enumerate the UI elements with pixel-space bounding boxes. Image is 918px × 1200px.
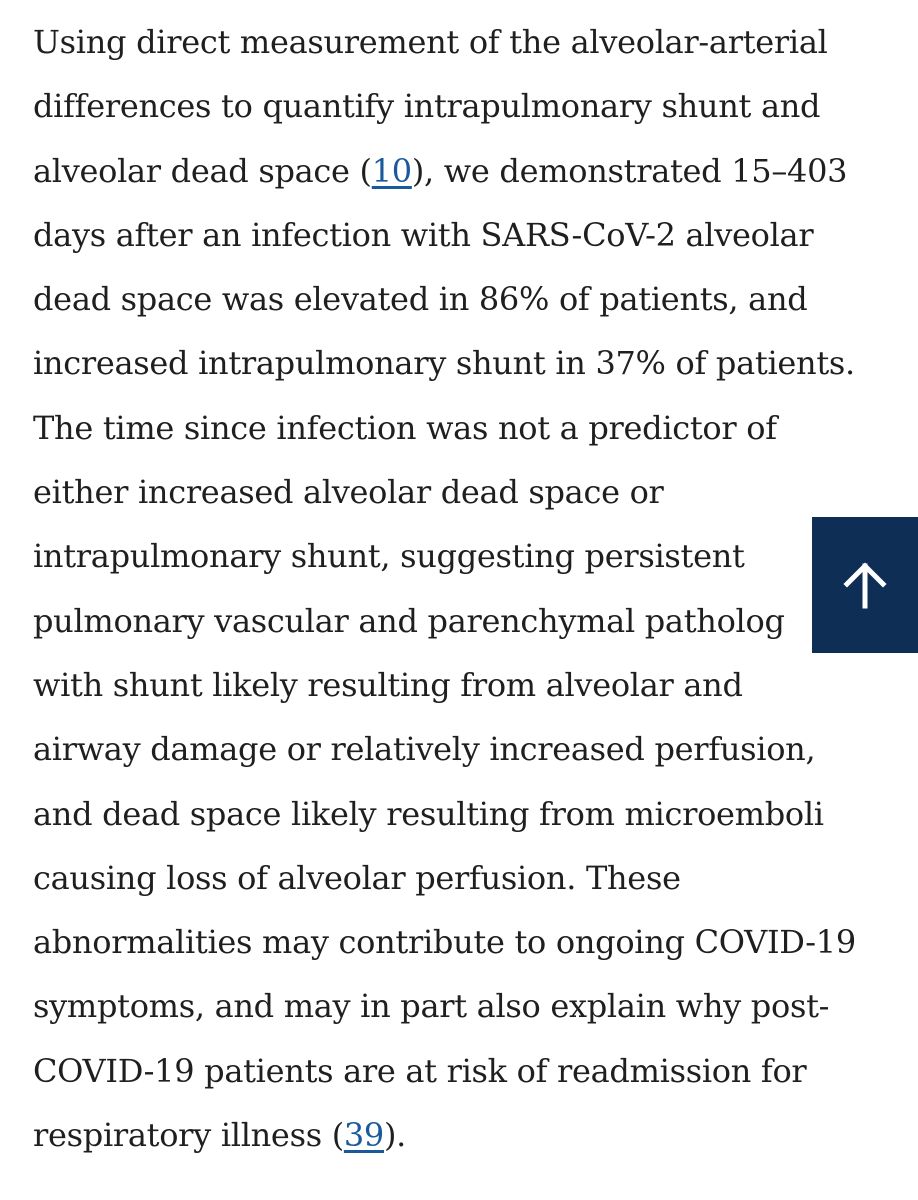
arrow-up-icon	[840, 560, 890, 610]
text-line: with shunt likely resulting from alveolar and	[33, 665, 743, 704]
text-line: either increased alveolar dead space or	[33, 473, 664, 512]
text-line: days after an infection with SARS-CoV-2 alveolar	[33, 215, 814, 254]
text-segment: respiratory illness (	[33, 1116, 344, 1155]
back-to-top-button[interactable]	[812, 517, 918, 653]
text-line: COVID-19 patients are at risk of readmission for	[33, 1051, 807, 1090]
citation-link-10[interactable]: 10	[371, 151, 412, 190]
text-segment: ), we demonstrated 15–403	[411, 151, 848, 190]
text-line: The time since infection was not a predictor of	[33, 408, 777, 447]
text-line: airway damage or relatively increased perfusion,	[33, 730, 816, 769]
text-line: symptoms, and may in part also explain why post-	[33, 987, 830, 1026]
text-line: pulmonary vascular and parenchymal patholog	[33, 601, 785, 640]
text-line: dead space was elevated in 86% of patients, and	[33, 280, 808, 319]
text-line	[33, 1103, 903, 1167]
paragraph	[33, 10, 903, 1167]
text-line: differences to quantify intrapulmonary shunt and	[33, 87, 821, 126]
text-line	[33, 139, 903, 203]
text-segment: ).	[384, 1116, 407, 1155]
text-line: intrapulmonary shunt, suggesting persistent	[33, 537, 745, 576]
text-line: and dead space likely resulting from microemboli	[33, 794, 824, 833]
text-line: causing loss of alveolar perfusion. These	[33, 858, 681, 897]
text-line: increased intrapulmonary shunt in 37% of patients.	[33, 344, 855, 383]
citation-link-39[interactable]: 39	[343, 1116, 384, 1155]
text-line: Using direct measurement of the alveolar-arterial	[33, 23, 828, 61]
text-segment: alveolar dead space (	[33, 151, 372, 190]
text-line: abnormalities may contribute to ongoing COVID-19	[33, 923, 856, 962]
